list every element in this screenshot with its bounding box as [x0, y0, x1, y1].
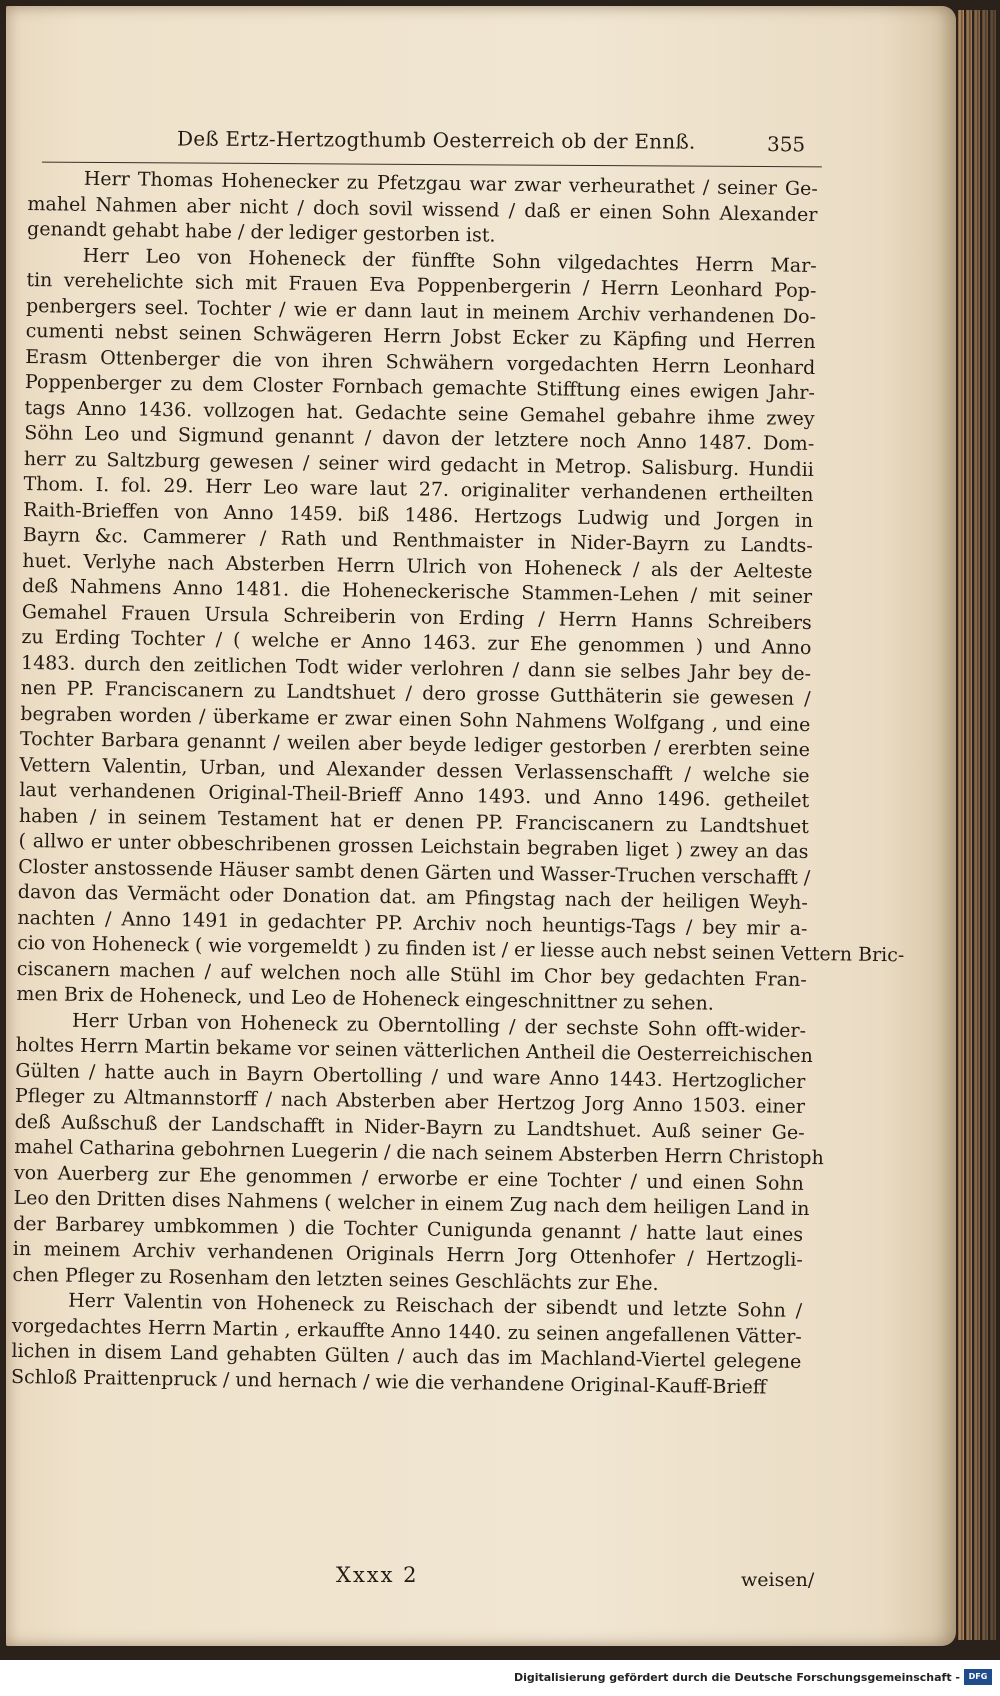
text-line: Bayrn &c. Cammerer / Rath und Renthmaister in Nider-Bayrn zu Landts-	[22, 523, 813, 557]
footer-credit: Digitalisierung gefördert durch die Deutsche Forschungsgemeinschaft -	[513, 1671, 960, 1684]
text-line: penbergers seel. Tochter / wie er dann laut in meinem Archiv verhandenen Do-	[25, 294, 817, 328]
footer-bar	[0, 1660, 1000, 1696]
text-line: nen PP. Franciscanern zu Landtshuet / dero grosse Gutthäterin sie gewesen /	[20, 676, 811, 710]
text-line: nachten / Anno 1491 in gedachter PP. Archiv noch heuntigs-Tags / bey mir a-	[17, 906, 808, 940]
text-line: begraben worden / überkame er zwar einen Sohn Nahmens Wolfgang , und eine	[20, 702, 811, 736]
text-line: Raith-Brieffen von Anno 1459. biß 1486. Hertzogs Ludwig und Jorgen in	[23, 498, 814, 532]
text-line: cio von Hoheneck ( wie vorgemeldt ) zu finden ist / er liesse auch nebst seinen Vettern Bric-	[16, 931, 905, 967]
text-line: laut verhandenen Original-Theil-Brieff Anno 1493. und Anno 1496. getheilet	[19, 778, 810, 812]
text-line: Schloß Praittenpruck / und hernach / wie die verhandene Original-Kauff-Brieff	[10, 1365, 767, 1398]
text-line: Gülten / hatte auch in Bayrn Obertolling / und ware Anno 1443. Hertzoglicher	[15, 1059, 806, 1093]
text-line: holtes Herrn Martin bekame vor seinen vätterlichen Antheil die Oesterreichischen	[15, 1033, 814, 1068]
dfg-logo-icon: DFG	[964, 1669, 992, 1685]
text-line: Erasm Ottenberger die von ihren Schwähern vorgedachten Herrn Leonhard	[25, 345, 816, 379]
text-line: herr zu Saltzburg gewesen / seiner wird gedacht in Metrop. Salisburg. Hundii	[23, 447, 814, 481]
text-line: zu Erding Tochter / ( welche er Anno 1463. zur Ehe genommen ) und Anno	[21, 625, 812, 659]
text-line: 1483. durch den zeitlichen Todt wider verlohren / dann sie selbes Jahr bey de-	[20, 651, 812, 685]
book-edge	[974, 10, 980, 1640]
text-line: Pfleger zu Altmannstorff / nach Absterben aber Hertzog Jorg Anno 1503. einer	[14, 1084, 806, 1118]
text-line: in meinem Archiv verhandenen Originals Herrn Jorg Ottenhofer / Hertzogli-	[12, 1237, 803, 1271]
book-edge	[990, 10, 996, 1640]
text-line: Gemahel Frauen Ursula Schreiberin von Erding / Herrn Hanns Schreibers	[21, 600, 812, 634]
text-line: ( allwo er unter obbeschribenen grossen Leichstain begraben liget ) zwey an das	[18, 829, 809, 863]
text-line: Poppenberger zu dem Closter Fornbach gemachte Stifftung eines ewigen Jahr-	[24, 370, 816, 405]
text-line: der Barbarey umbkommen ) die Tochter Cunigunda genannt / hatte laut eines	[13, 1212, 804, 1246]
text-line: Söhn Leo und Sigmund genannt / davon der letztere noch Anno 1487. Dom-	[24, 421, 815, 456]
text-line: ciscanern machen / auf welchen noch alle Stühl im Chor bey gedachten Fran-	[16, 957, 807, 991]
text-line: deß Nahmens Anno 1481. die Hoheneckerische Stammen-Lehen / mit seiner	[21, 574, 813, 608]
running-head: Deß Ertz-Hertzogthumb Oesterreich ob der Ennß.	[176, 126, 696, 154]
book-page	[6, 6, 956, 1646]
text-line: Herr Urban von Hoheneck zu Oberntolling / der sechste Sohn offt-wider-	[71, 1009, 807, 1042]
signature-mark: Xxxx 2	[336, 1563, 419, 1587]
text-line: von Auerberg zur Ehe genommen / erworbe er eine Tochter / und einen Sohn	[13, 1161, 805, 1195]
text-line: davon das Vermächt oder Donation dat. am Pfingstag nach der heiligen Weyh-	[17, 880, 808, 914]
text-line: Herr Valentin von Hoheneck zu Reischach der sibendt und letzte Sohn /	[68, 1289, 803, 1322]
text-line: huet. Verlyhe nach Absterben Herrn Ulrich von Hoheneck / als der Aelteste	[22, 549, 813, 583]
text-line: lichen in disem Land gehabten Gülten / auch das im Machland-Viertel gelegene	[11, 1339, 802, 1373]
text-line: Tochter Barbara genannt / weilen aber beyde lediger gestorben / ererbten seine	[19, 727, 811, 761]
text-line: genandt gehabt habe / der lediger gestorben ist.	[26, 217, 496, 247]
text-line: haben / in seinem Testament hat er denen PP. Franciscanern zu Landtshuet	[18, 804, 810, 838]
text-line: Herr Leo von Hoheneck der fünffte Sohn vilgedachtes Herrn Mar-	[82, 244, 817, 277]
text-line: Herr Thomas Hohenecker zu Pfetzgau war zwar verheurathet / seiner Ge-	[83, 167, 818, 201]
text-line: deß Außschuß der Landschafft in Nider-Bayrn zu Landtshuet. Auß seiner Ge-	[14, 1110, 805, 1144]
text-line: tags Anno 1436. vollzogen hat. Gedachte seine Gemahel gebahre ihme zwey	[24, 396, 815, 430]
page-number: 355	[766, 132, 806, 157]
page-body	[10, 166, 905, 1401]
text-line: mahel Nahmen aber nicht / doch sovil wissend / daß er einen Sohn Alexander	[27, 192, 818, 226]
paragraph	[27, 166, 818, 254]
text-line: Closter anstossende Häuser sambt denen Gärten und Wasser-Truchen verschafft /	[18, 855, 811, 889]
text-line: mahel Catharina gebohrnen Luegerin / die nach seinem Absterben Herrn Christoph	[14, 1135, 824, 1170]
text-line: Vettern Valentin, Urban, und Alexander dessen Verlassenschafft / welche sie	[19, 753, 810, 787]
catchword: weisen/	[741, 1569, 815, 1591]
page-header	[42, 126, 822, 168]
paragraph	[16, 242, 905, 1018]
book-edge	[958, 10, 964, 1640]
book-edge	[966, 10, 972, 1640]
text-line: chen Pfleger zu Rosenham den letzten seines Geschlächts zur Ehe.	[12, 1263, 659, 1295]
text-line: tin verehelichte sich mit Frauen Eva Poppenbergerin / Herrn Leonhard Pop-	[26, 268, 817, 303]
text-line: cumenti nebst seinen Schwägeren Herrn Jobst Ecker zu Käpfing und Herren	[25, 319, 816, 354]
text-line: men Brix de Hoheneck, und Leo de Hoheneck eingeschnittner zu sehen.	[16, 982, 715, 1015]
paragraph	[11, 1288, 802, 1401]
text-line: Thom. I. fol. 29. Herr Leo ware laut 27. originaliter verhandenen ertheilten	[23, 472, 814, 506]
text-line: vorgedachtes Herrn Martin , erkauffte Anno 1440. zu seinen angefallenen Vätter-	[11, 1314, 802, 1348]
book-edge	[982, 10, 988, 1640]
paragraph	[12, 1007, 824, 1299]
text-line: Leo den Dritten dises Nahmens ( welcher in einem Zug nach dem heiligen Land in	[13, 1186, 810, 1221]
